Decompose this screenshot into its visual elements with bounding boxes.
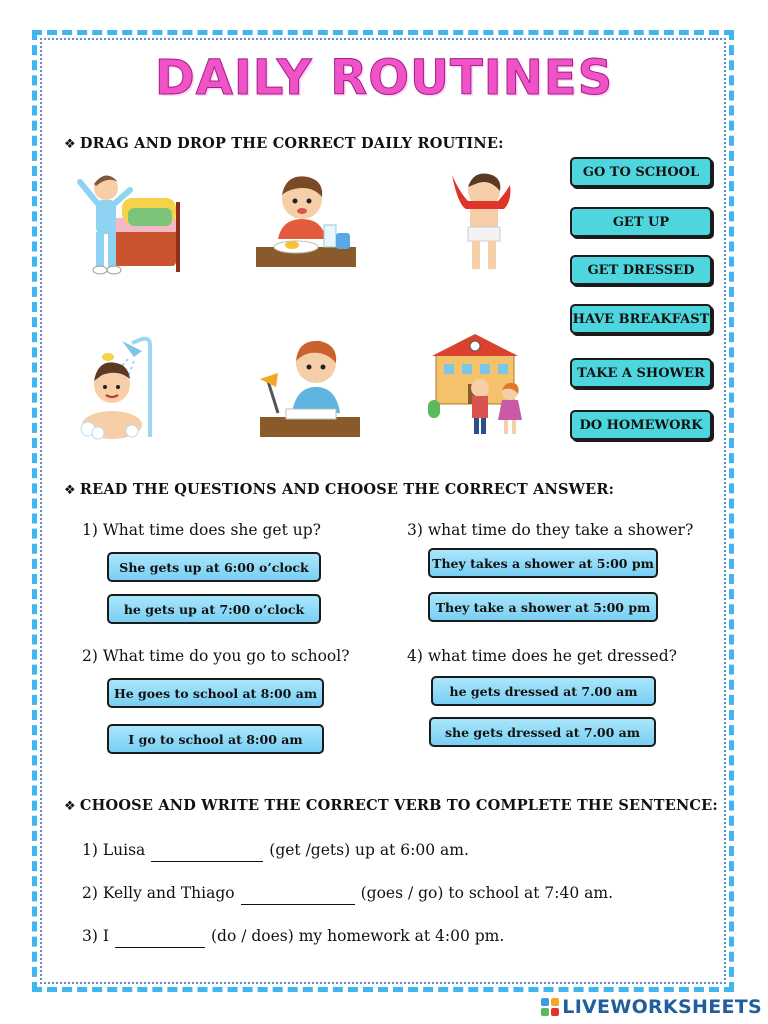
- sentence-2: [82, 884, 613, 905]
- section-2-heading-text: READ THE QUESTIONS AND CHOOSE THE CORRECT ANSWER:: [79, 481, 615, 498]
- liveworksheets-logo-icon: [541, 998, 559, 1016]
- section-1-heading-text: DRAG AND DROP THE CORRECT DAILY ROUTINE:: [79, 135, 504, 152]
- sentence-2-answer-field[interactable]: [241, 884, 355, 905]
- answer-option-q2-b[interactable]: I go to school at 8:00 am: [107, 724, 324, 754]
- answer-option-q4-a[interactable]: he gets dressed at 7.00 am: [431, 676, 656, 706]
- sentence-1-start: 1) Luisa: [82, 841, 146, 859]
- question-3: 3) what time do they take a shower?: [407, 521, 694, 539]
- drag-option-take-a-shower[interactable]: TAKE A SHOWER: [570, 358, 712, 388]
- answer-option-q4-b[interactable]: she gets dressed at 7.00 am: [429, 717, 656, 747]
- answer-option-q2-a[interactable]: He goes to school at 8:00 am: [107, 678, 324, 708]
- homework-boy-picture: [256, 333, 366, 443]
- diamond-bullet-icon: ❖: [64, 137, 76, 152]
- sentence-1: [82, 841, 469, 862]
- question-1: 1) What time does she get up?: [82, 521, 321, 539]
- sentence-1-end: (get /gets) up at 6:00 am.: [269, 841, 469, 859]
- section-2-heading: [64, 481, 614, 498]
- drag-option-do-homework[interactable]: DO HOMEWORK: [570, 410, 712, 440]
- sentence-1-answer-field[interactable]: [151, 841, 263, 862]
- sentence-2-start: 2) Kelly and Thiago: [82, 884, 235, 902]
- liveworksheets-logo-text: LIVEWORKSHEETS: [562, 996, 762, 1018]
- sentence-3-start: 3) I: [82, 927, 109, 945]
- answer-option-q3-b[interactable]: They take a shower at 5:00 pm: [428, 592, 658, 622]
- drag-option-get-dressed[interactable]: GET DRESSED: [570, 255, 712, 285]
- showering-girl-picture: [72, 333, 182, 443]
- answer-option-q3-a[interactable]: They takes a shower at 5:00 pm: [428, 548, 658, 578]
- diamond-bullet-icon: ❖: [64, 483, 76, 498]
- sentence-3-end: (do / does) my homework at 4:00 pm.: [210, 927, 505, 945]
- drag-option-get-up[interactable]: GET UP: [570, 207, 712, 237]
- section-3-heading-text: CHOOSE AND WRITE THE CORRECT VERB TO COMPLETE THE SENTENCE:: [79, 797, 718, 814]
- answer-option-q1-a[interactable]: She gets up at 6:00 o’clock: [107, 552, 321, 582]
- section-1-heading: [64, 135, 504, 152]
- sentence-3-answer-field[interactable]: [115, 927, 205, 948]
- eating-breakfast-boy-picture: [252, 165, 362, 275]
- question-4: 4) what time does he get dressed?: [407, 647, 677, 665]
- diamond-bullet-icon: ❖: [64, 799, 76, 814]
- waking-up-boy-picture: [72, 168, 182, 278]
- page-title: DAILY ROUTINES: [154, 50, 614, 106]
- school-kids-picture: [428, 330, 538, 440]
- getting-dressed-boy-picture: [438, 165, 548, 275]
- drag-option-go-to-school[interactable]: GO TO SCHOOL: [570, 157, 712, 187]
- question-2: 2) What time do you go to school?: [82, 647, 350, 665]
- drag-option-have-breakfast[interactable]: HAVE BREAKFAST: [570, 304, 712, 334]
- answer-option-q1-b[interactable]: he gets up at 7:00 o’clock: [107, 594, 321, 624]
- sentence-3: [82, 927, 504, 948]
- section-3-heading: [64, 797, 718, 814]
- liveworksheets-logo: [541, 996, 762, 1018]
- sentence-2-end: (goes / go) to school at 7:40 am.: [360, 884, 614, 902]
